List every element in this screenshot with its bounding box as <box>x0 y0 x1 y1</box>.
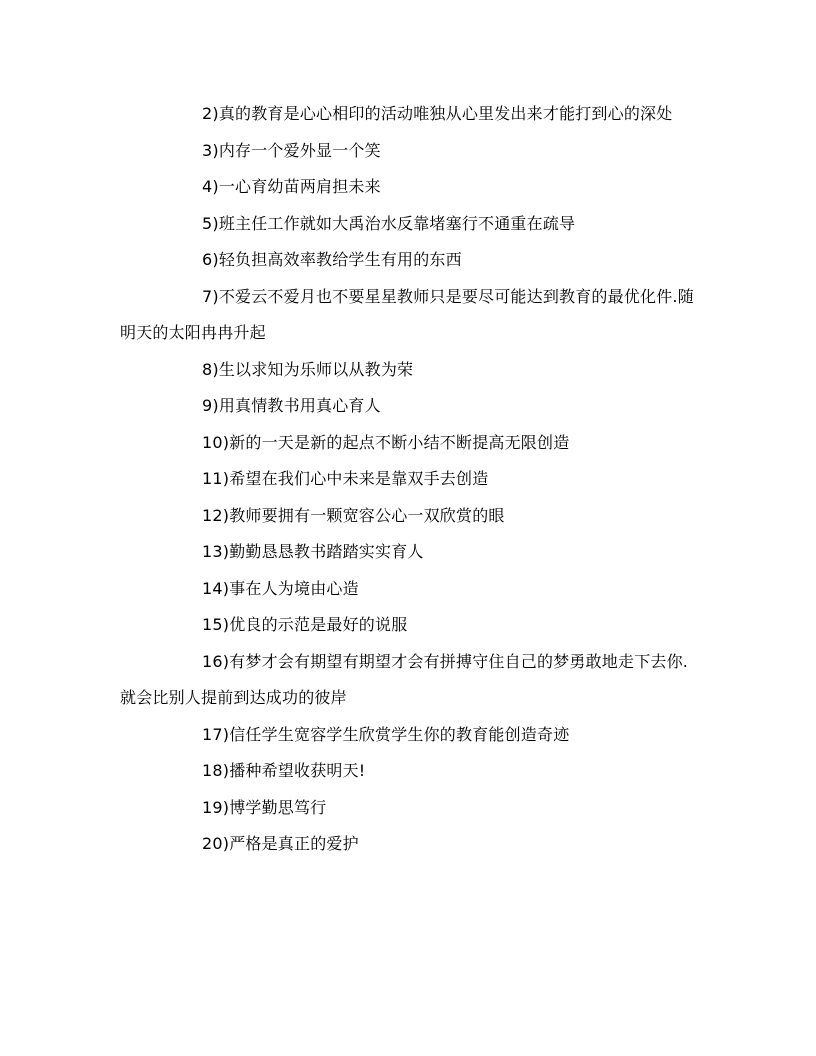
list-item: 11)希望在我们心中未来是靠双手去创造 <box>202 469 489 488</box>
list-item: 4)一心育幼苗两肩担未来 <box>202 177 381 196</box>
list-item: 18)播种希望收获明天! <box>202 761 366 780</box>
list-item: 17)信任学生宽容学生欣赏学生你的教育能创造奇迹 <box>202 724 570 744</box>
document-body <box>120 96 700 863</box>
list-item: 16)有梦才会有期望有期望才会有拼搏守住自己的梦勇敢地走下去你.就会比别人提前到达成功的彼岸 <box>120 651 689 707</box>
list-item: 13)勤勤恳恳教书踏踏实实育人 <box>202 542 424 561</box>
list-item: 15)优良的示范是最好的说服 <box>202 615 408 634</box>
list-item: 2)真的教育是心心相印的活动唯独从心里发出来才能打到心的深处 <box>202 104 673 123</box>
list-item: 12)教师要拥有一颗宽容公心一双欣赏的眼 <box>202 505 505 525</box>
list-item: 19)博学勤思笃行 <box>202 797 327 817</box>
list-item: 20)严格是真正的爱护 <box>202 834 359 853</box>
list-item: 7)不爱云不爱月也不要星星教师只是要尽可能达到教育的最优化件.随明天的太阳冉冉升起 <box>120 286 694 342</box>
list-item: 6)轻负担高效率教给学生有用的东西 <box>202 250 462 269</box>
list-item: 3)内存一个爱外显一个笑 <box>202 140 381 160</box>
list-item: 5)班主任工作就如大禹治水反靠堵塞行不通重在疏导 <box>202 213 576 233</box>
list-item: 10)新的一天是新的起点不断小结不断提高无限创造 <box>202 432 570 452</box>
list-item: 8)生以求知为乐师以从教为荣 <box>202 359 414 379</box>
list-item: 14)事在人为境由心造 <box>202 578 359 598</box>
list-item: 9)用真情教书用真心育人 <box>202 396 381 415</box>
